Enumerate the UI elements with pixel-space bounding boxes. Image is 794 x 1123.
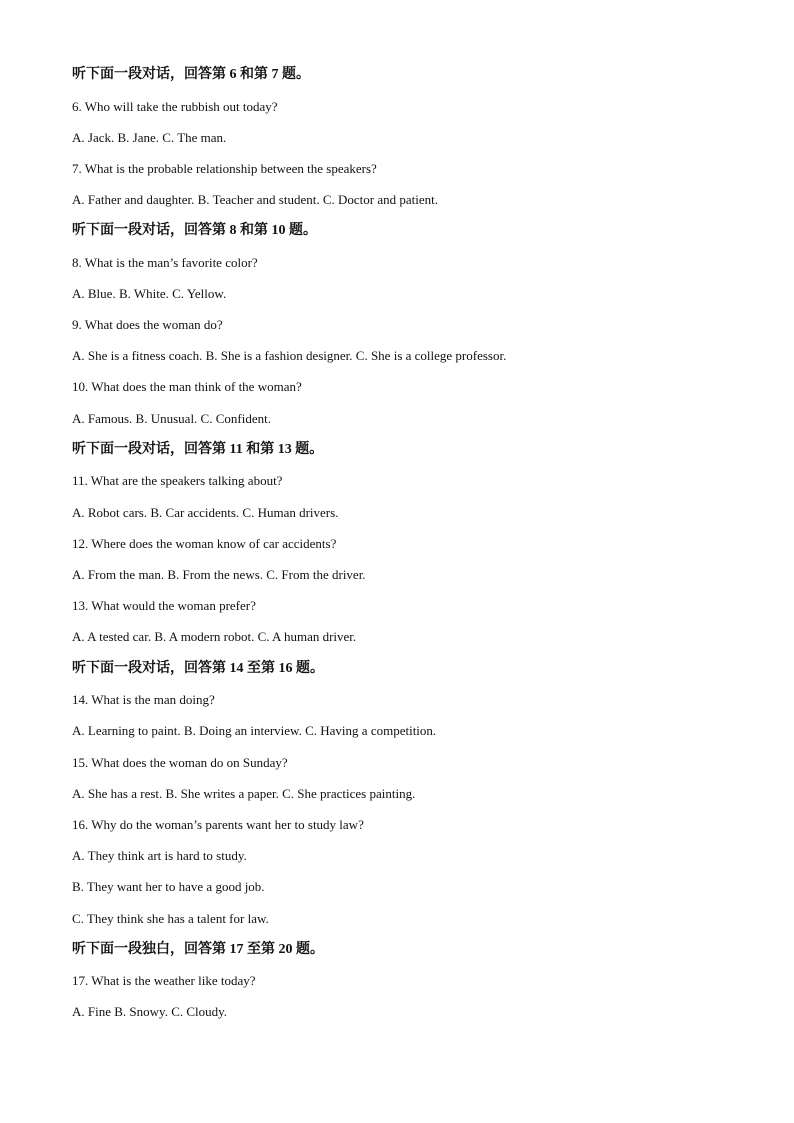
section-header: 听下面一段对话，回答第 14 至第 16 题。 (72, 661, 324, 676)
question-text: 13. What would the woman prefer? (72, 598, 256, 613)
question-text: 9. What does the woman do? (72, 317, 223, 332)
question-text: 15. What does the woman do on Sunday? (72, 755, 288, 770)
section-header: 听下面一段对话，回答第 8 和第 10 题。 (72, 223, 317, 238)
section-header: 听下面一段对话，回答第 11 和第 13 题。 (72, 442, 324, 457)
question-text: 16. Why do the woman’s parents want her to study law? (72, 817, 364, 832)
answer-options: A. Learning to paint. B. Doing an interview. C. Having a competition. (72, 723, 437, 738)
question-text: 11. What are the speakers talking about? (72, 473, 283, 488)
question-text: 14. What is the man doing? (72, 692, 215, 707)
section-header: 听下面一段独白，回答第 17 至第 20 题。 (72, 942, 324, 957)
question-text: 12. Where does the woman know of car accidents? (72, 536, 337, 551)
section-header: 听下面一段对话，回答第 6 和第 7 题。 (72, 67, 310, 82)
question-text: 17. What is the weather like today? (72, 973, 256, 988)
answer-options: A. Blue. B. White. C. Yellow. (72, 286, 227, 301)
answer-options: A. Famous. B. Unusual. C. Confident. (72, 411, 271, 426)
answer-options: A. She has a rest. B. She writes a paper. C. She practices painting. (72, 786, 416, 801)
answer-options: A. Jack. B. Jane. C. The man. (72, 130, 227, 145)
answer-option: A. They think art is hard to study. (72, 848, 247, 863)
answer-options: A. Fine B. Snowy. C. Cloudy. (72, 1004, 228, 1019)
answer-options: A. She is a fitness coach. B. She is a fashion designer. C. She is a college professor. (72, 348, 507, 363)
answer-options: A. Father and daughter. B. Teacher and student. C. Doctor and patient. (72, 192, 438, 207)
question-text: 8. What is the man’s favorite color? (72, 255, 258, 270)
answer-options: A. From the man. B. From the news. C. From the driver. (72, 567, 366, 582)
question-text: 6. Who will take the rubbish out today? (72, 99, 278, 114)
answer-option: B. They want her to have a good job. (72, 879, 265, 894)
answer-option: C. They think she has a talent for law. (72, 911, 269, 926)
question-text: 7. What is the probable relationship between the speakers? (72, 161, 377, 176)
question-text: 10. What does the man think of the woman? (72, 379, 302, 394)
answer-options: A. A tested car. B. A modern robot. C. A human driver. (72, 629, 357, 644)
answer-options: A. Robot cars. B. Car accidents. C. Human drivers. (72, 505, 339, 520)
